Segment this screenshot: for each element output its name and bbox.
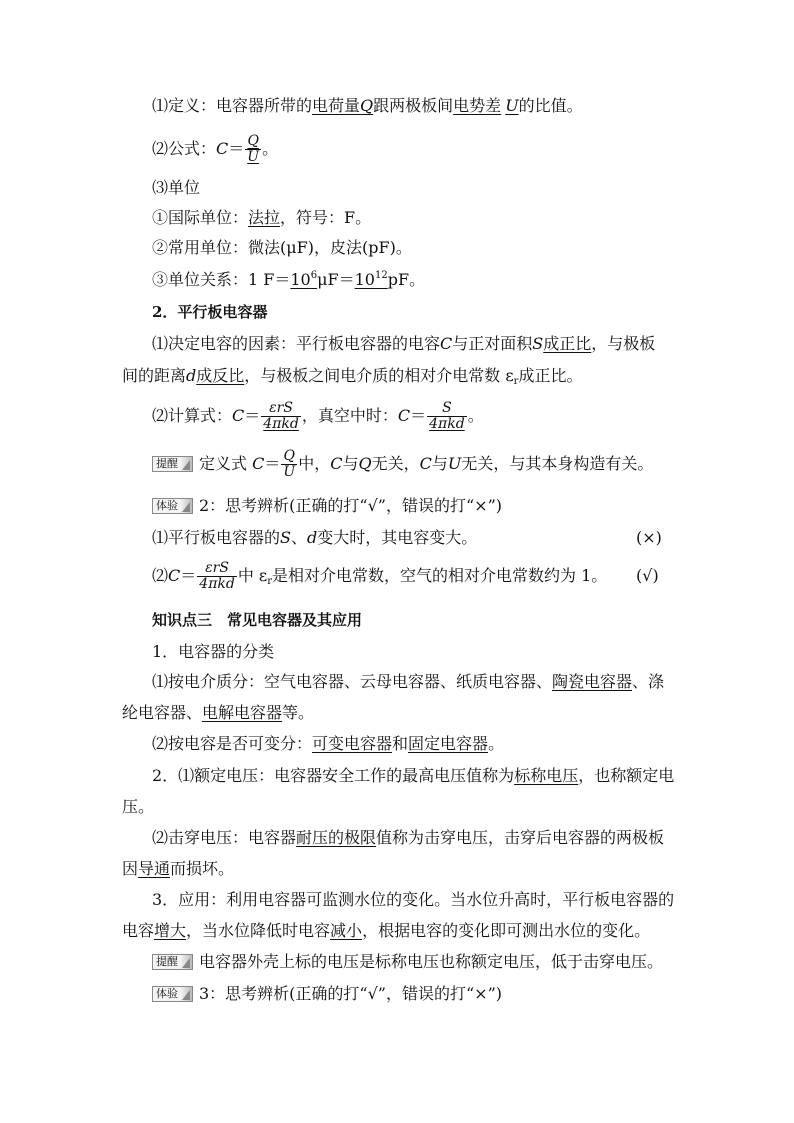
classification-line3: ⑵按电容是否可变分：可变电容器和固定电容器。 [152, 734, 505, 753]
definition-line: ⑴定义：电容器所带的电荷量Q跟两极板间电势差 U的比值。 [152, 96, 583, 115]
application-line2: 电容增大，当水位降低时电容减小，根据电容的变化即可测出水位的变化。 [122, 921, 651, 940]
classification-title: 1．电容器的分类 [152, 642, 275, 661]
tip-fraction: $\frac{Q}{U}$ [283, 448, 296, 480]
exercise-3-title: 体验 3：思考辨析(正确的打“√”，错误的打“×”) [152, 984, 502, 1004]
exercise-fraction: $\frac{\text{εrS}}{\text{4πkd}}$ [199, 560, 235, 592]
formula-fraction: $\frac{Q}{U}$ [247, 133, 260, 165]
exercise-tag: 体验 [152, 498, 193, 514]
exercise-2-q1-answer: (×) [636, 528, 662, 547]
parallel-factor-line1: ⑴决定电容的因素：平行板电容器的电容C与正对面积S成正比，与极板 [152, 334, 656, 353]
parallel-factor-line2: 间的距离d成反比，与极板之间电介质的相对介电常数 $\varepsilon_r$成正比。 [122, 366, 583, 387]
tip-tag: 提醒 [152, 456, 193, 472]
tip-line-1: 提醒 定义式 C＝ $\frac{Q}{U}$ 中，C与Q无关，C与U无关，与其本身构造有关。 [152, 446, 653, 482]
unit-title: ⑶单位 [152, 178, 201, 197]
unit-common-line: ②常用单位：微法(μF)，皮法(pF)。 [152, 238, 412, 257]
application-line1: 3．应用：利用电容器可监测水位的变化。当水位升高时，平行板电容器的 [152, 890, 675, 909]
section-title-parallel: 2．平行板电容器 [152, 303, 268, 321]
exercise-2-q2: ⑵C＝ $\frac{\text{εrS}}{\text{4πkd}}$ 中 $\varepsilon_r$是相对介电常数，空气的相对介电常数约为 1。 [152, 560, 608, 592]
breakdown-line2: 因导通而损坏。 [122, 859, 235, 878]
section-title-kp3: 知识点三 常见电容器及其应用 [152, 611, 363, 629]
exercise-tag: 体验 [152, 986, 193, 1002]
exercise-2-q2-answer: (√) [636, 566, 659, 585]
parallel-calc-line: ⑵计算式：C＝ $\frac{\text{εrS}}{\text{4πkd}}$ ，真空中时：C＝ $\frac{S}{\text{4πkd}}$ 。 [152, 400, 484, 432]
formula-line: ⑵公式：C＝ $\frac{Q}{U}$ 。 [152, 133, 279, 165]
breakdown-line1: ⑵击穿电压：电容器耐压的极限值称为击穿电压，击穿后电容器的两极板 [152, 828, 665, 847]
tip-tag: 提醒 [152, 954, 193, 970]
unit-si-line: ①国际单位：法拉，符号：F。 [152, 208, 372, 227]
tip-line-2: 提醒 电容器外壳上标的电压是标称电压也称额定电压，低于击穿电压。 [152, 952, 663, 972]
classification-line1: ⑴按电介质分：空气电容器、云母电容器、纸质电容器、陶瓷电容器、涤 [152, 672, 665, 691]
rated-voltage-line1: 2．⑴额定电压：电容器安全工作的最高电压值称为标称电压，也称额定电 [152, 766, 675, 785]
exercise-2-q1: ⑴平行板电容器的S、d变大时，其电容变大。 [152, 528, 478, 547]
calc-vacuum-fraction: $\frac{S}{\text{4πkd}}$ [429, 400, 465, 432]
rated-voltage-line2: 压。 [122, 797, 155, 816]
classification-line2: 纶电容器、电解电容器等。 [122, 703, 315, 722]
unit-relation-line: ③单位关系：1 $F=10^6\mu F=10^{12}pF$。 [152, 270, 426, 289]
calc-fraction: $\frac{\text{εrS}}{\text{4πkd}}$ [263, 400, 299, 432]
exercise-2-title: 体验 2：思考辨析(正确的打“√”，错误的打“×”) [152, 496, 502, 516]
